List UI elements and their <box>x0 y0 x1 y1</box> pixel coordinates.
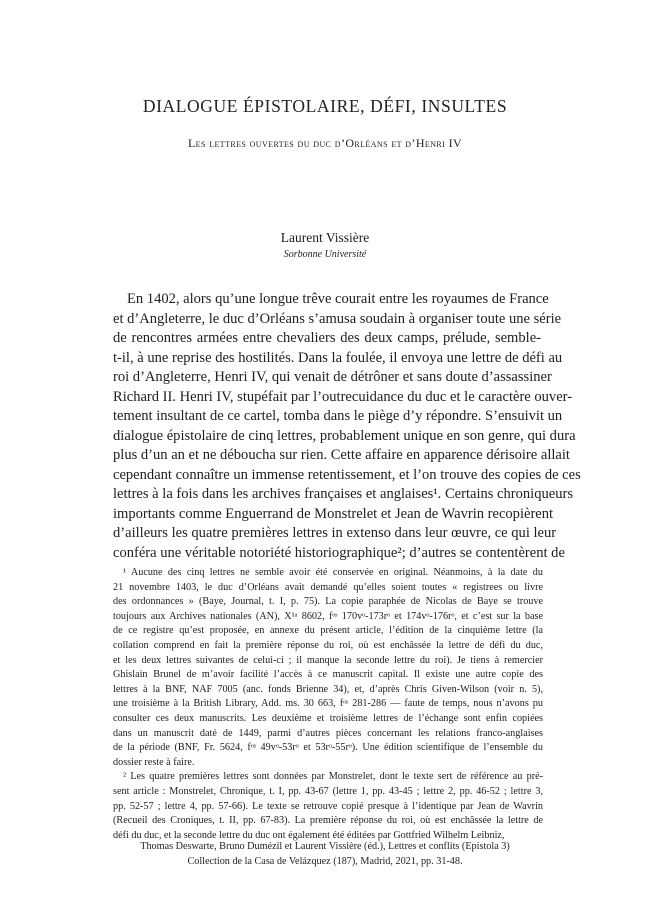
body-line: plus d’un an et ne déboucha sur rien. Cette affaire en apparence dérisoire allait <box>113 447 570 463</box>
body-line: En 1402, alors qu’une longue trêve courait entre les royaumes de France <box>127 291 549 307</box>
body-line: tement insultant de ce cartel, tomba dans le piège d’y répondre. S’ensuivit un <box>113 408 563 424</box>
footnote-line: défi du duc, et la seconde lettre du duc ont également été éditées par Gottfried Wilhelm Leibniz, <box>113 829 505 841</box>
body-line: dialogue épistolaire de cinq lettres, probablement unique en son genre, qui dura <box>113 427 576 444</box>
footnote-line: consulter ces deux manuscrits. Les deuxième et troisième lettres de l’échange sont enfin copiées <box>113 712 543 724</box>
footnote-line: de la période (BNF, Fr. 5624, fᵒˢ 49vᵒ-53rᵒ et 53rᵒ-55rᵒ). Une édition scientifique de l’ensemble du <box>113 742 543 754</box>
article-title: DIALOGUE ÉPISTOLAIRE, DÉFI, INSULTES <box>142 96 508 116</box>
body-line: cependant connaître un immense retentissement, et l’on trouve des copies de ces <box>113 466 581 483</box>
footnote-line: toujours aux Archives nationales (AN), X¹ᵃ 8602, fᵒˢ 170vᵒ-173rᵒ et 174vᵒ-176rᵒ, et c’est sur la base <box>113 610 543 622</box>
footnote-line: sent article : Monstrelet, Chronique, t. I, pp. 43-67 (lettre 1, pp. 43-45 ; lettre 2, pp. 46-52 ; lettre 3, <box>113 785 543 797</box>
footnote-line: et les deux lettres suivantes de celui-ci ; il manque la seconde lettre du roi). Je tiens à remercier <box>113 654 543 666</box>
body-line: d’ailleurs les quatre premières lettres in extenso dans leur œuvre, ce qui leur <box>113 525 557 541</box>
body-line: lettres à la fois dans les archives françaises et anglaises¹. Certains chroniqueurs <box>113 486 574 502</box>
footnote-line: Ghislain Brunel de m’avoir facilité l’accès à ce manuscrit capital. Il existe une autre copie des <box>113 669 543 681</box>
footer-citation-line-2: Collection de la Casa de Velázquez (187), Madrid, 2021, pp. 31-48. <box>187 855 463 867</box>
author-affiliation: Sorbonne Université <box>283 249 367 260</box>
footnote-line: de ce registre qu’est proposée, en annexe du présent article, l’édition de la cinquième lettre (la <box>113 625 543 637</box>
footnote-line: ¹ Aucune des cinq lettres ne semble avoir été conservée en original. Néanmoins, à la date du <box>123 567 543 578</box>
footnote-line: dans un manuscrit daté de 1449, parmi d’autres pièces concernant les relations franco-anglaises <box>113 727 543 739</box>
page-footer <box>0 840 650 869</box>
footnotes <box>113 566 543 843</box>
article-subtitle: Les lettres ouvertes du duc d’Orléans et d’Henri IV <box>187 136 463 150</box>
footnote-line: une troisième à la British Library, Add. ms. 30 663, fᵒˢ 281-286 — faute de temps, nous n’avons pu <box>113 698 543 710</box>
footer-citation-line-1: Thomas Deswarte, Bruno Dumézil et Laurent Vissière (éd.), Lettres et conflits (Epistola 3) <box>140 841 510 852</box>
footnote-line: dossier reste à faire. <box>113 756 195 768</box>
body-line: conféra une véritable notoriété historiographique²; d’autres se contentèrent de <box>113 544 565 561</box>
footnote-line: pp. 52-57 ; lettre 4, pp. 57-66). Le texte se retrouve copié presque à l’identique par Jean de Wavrin <box>113 800 543 812</box>
body-line: t-il, à une reprise des hostilités. Dans la foulée, il envoya une lettre de défi au <box>113 349 563 366</box>
footnote-line: ² Les quatre premières lettres sont données par Monstrelet, dont le texte sert de référence au pré- <box>123 771 543 783</box>
footnote-line: lettres à la BNF, NAF 7005 (anc. fonds Brienne 34), et, d’après Chris Given-Wilson (voir n. 5), <box>113 683 543 695</box>
footnote-line: 21 novembre 1403, le duc d’Orléans avait demandé qu’elles soient toutes « registrees ou livre <box>113 581 543 593</box>
body-line: Richard II. Henri IV, stupéfait par l’outrecuidance du duc et le caractère ouver- <box>113 388 573 405</box>
footnote-line: collation comprend en fait la première réponse du roi, où est enchâssée la lettre de défi du duc, <box>113 639 543 651</box>
body-line: de rencontres armées entre chevaliers des deux camps, prélude, semble- <box>113 330 541 346</box>
body-text <box>113 290 581 563</box>
body-line: importants comme Enguerrand de Monstrelet et Jean de Wavrin recopièrent <box>113 505 554 522</box>
body-line: roi d’Angleterre, Henri IV, qui venait de détrôner et sans doute d’assassiner <box>113 369 552 385</box>
footnote-line: des ordonnances » (Baye, Journal, t. I, p. 75). La copie paraphée de Nicolas de Baye se trouve <box>113 596 543 608</box>
footnote-line: (Recueil des Croniques, t. II, pp. 67-83). La première réponse du roi, où est enchâssée la lettre de <box>113 815 543 827</box>
author-name: Laurent Vissière <box>280 230 370 245</box>
body-line: et d’Angleterre, le duc d’Orléans s’amusa soudain à organiser toute une série <box>113 310 562 327</box>
